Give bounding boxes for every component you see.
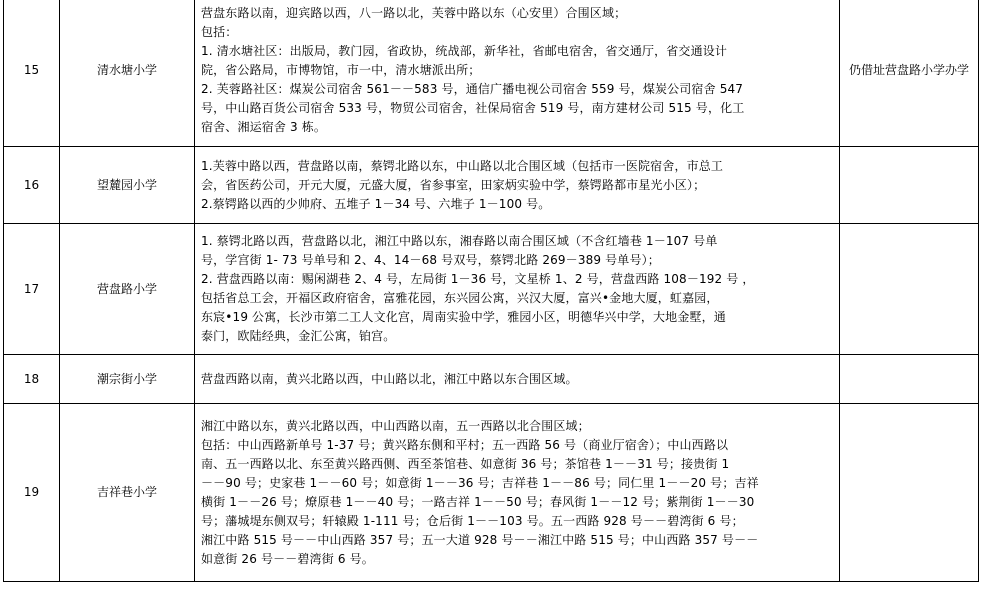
remarks bbox=[840, 147, 979, 224]
area-line: 1.芙蓉中路以西，营盘路以南，蔡锷北路以东，中山路以北合围区域（包括市一医院宿舍，市总工 bbox=[201, 158, 724, 173]
area-line: 2.蔡锷路以西的少帅府、五堆子 1－34 号、六堆子 1－100 号。 bbox=[201, 196, 551, 211]
school-name: 吉祥巷小学 bbox=[60, 404, 195, 582]
area-line: 宿舍、湘运宿舍 3 栋。 bbox=[201, 120, 327, 134]
area-line: 南、五一西路以北、东至黄兴路西侧、西至茶馆巷、如意街 36 号；茶馆巷 1－－31 号；接贵街 1 bbox=[201, 456, 730, 471]
area-line: －－90 号；史家巷 1－－60 号；如意街 1－－36 号；吉祥巷 1－－86 号；同仁里 1－－20 号；吉祥 bbox=[201, 475, 759, 490]
area-line: 如意街 26 号－－碧湾街 6 号。 bbox=[201, 551, 374, 566]
table-row bbox=[4, 404, 979, 582]
area-line: 泰门，欧陆经典，金汇公寓，铂宫。 bbox=[201, 329, 396, 343]
area-line: 横街 1－－26 号；燎原巷 1－－40 号；一路吉祥 1－－50 号；春风街 1－－12 号；紫荆街 1－－30 bbox=[201, 494, 755, 509]
area-line: 东宸•19 公寓，长沙市第二工人文化宫，周南实验中学，雅园小区，明德华兴中学，大地金墅，通 bbox=[201, 310, 726, 324]
table-row bbox=[4, 0, 979, 147]
area-line: 号，中山路百货公司宿舍 533 号，物贸公司宿舍，社保局宿舍 519 号，南方建材公司 515 号，化工 bbox=[201, 101, 745, 115]
remarks: 仍借址营盘路小学办学 bbox=[840, 0, 979, 147]
catchment-area bbox=[195, 355, 840, 404]
area-line: 1. 蔡锷北路以西，营盘路以北，湘江中路以东，湘春路以南合围区域（不含红墙巷 1－107 号单 bbox=[201, 234, 718, 248]
row-number: 16 bbox=[4, 147, 60, 224]
catchment-area bbox=[195, 224, 840, 355]
area-line: 营盘西路以南，黄兴北路以西，中山路以北，湘江中路以东合围区域。 bbox=[201, 371, 578, 386]
row-number: 19 bbox=[4, 404, 60, 582]
table-row bbox=[4, 147, 979, 224]
school-name: 营盘路小学 bbox=[60, 224, 195, 355]
area-line: 号，学宫街 1- 73 号单号和 2、4、14－68 号双号，蔡锷北路 269－389 号单号）； bbox=[201, 253, 660, 267]
row-number: 17 bbox=[4, 224, 60, 355]
area-line: 包括： bbox=[201, 25, 238, 39]
catchment-area bbox=[195, 404, 840, 582]
area-line: 1. 清水塘社区：出版局，教门园，省政协，统战部，新华社，省邮电宿舍，省交通厅，省交通设计 bbox=[201, 44, 728, 58]
school-name: 清水塘小学 bbox=[60, 0, 195, 147]
area-line: 院，省公路局，市博物馆，市一中，清水塘派出所； bbox=[201, 63, 481, 77]
area-line: 2. 营盘西路以南：赐闲湖巷 2、4 号，左局街 1－36 号，文星桥 1、2 号，营盘西路 108－192 号 ， bbox=[201, 272, 755, 286]
enrollment-table bbox=[3, 0, 979, 582]
row-number: 18 bbox=[4, 355, 60, 404]
catchment-area bbox=[195, 147, 840, 224]
school-name: 潮宗街小学 bbox=[60, 355, 195, 404]
area-line: 包括：中山西路新单号 1-37 号；黄兴路东侧和平村；五一西路 56 号（商业厅宿舍）；中山西路以 bbox=[201, 437, 729, 452]
row-number: 15 bbox=[4, 0, 60, 147]
area-line: 湘江中路 515 号－－中山西路 357 号；五一大道 928 号－－湘江中路 515 号；中山西路 357 号－－ bbox=[201, 532, 759, 547]
area-line: 湘江中路以东，黄兴北路以西，中山西路以南，五一西路以北合围区域； bbox=[201, 418, 590, 433]
remarks bbox=[840, 404, 979, 582]
area-line: 会，省医药公司，开元大厦，元盛大厦，省参事室，田家炳实验中学，蔡锷路都市星光小区）； bbox=[201, 177, 706, 192]
remarks bbox=[840, 355, 979, 404]
remarks bbox=[840, 224, 979, 355]
school-name: 望麓园小学 bbox=[60, 147, 195, 224]
table-row bbox=[4, 224, 979, 355]
area-line: 号；藩城堤东侧双号；轩辕殿 1-111 号；仓后街 1－－103 号。五一西路 928 号－－碧湾街 6 号； bbox=[201, 513, 744, 528]
area-line: 包括省总工会，开福区政府宿舍，富雅花园，东兴园公寓，兴汉大厦，富兴•金地大厦，虹嘉园， bbox=[201, 291, 719, 305]
area-line: 2. 芙蓉路社区：煤炭公司宿舍 561－－583 号，通信广播电视公司宿舍 559 号，煤炭公司宿舍 547 bbox=[201, 82, 744, 96]
area-line: 营盘东路以南，迎宾路以西，八一路以北，芙蓉中路以东（心安里）合围区域； bbox=[201, 6, 627, 20]
table-row bbox=[4, 355, 979, 404]
catchment-area bbox=[195, 0, 840, 147]
